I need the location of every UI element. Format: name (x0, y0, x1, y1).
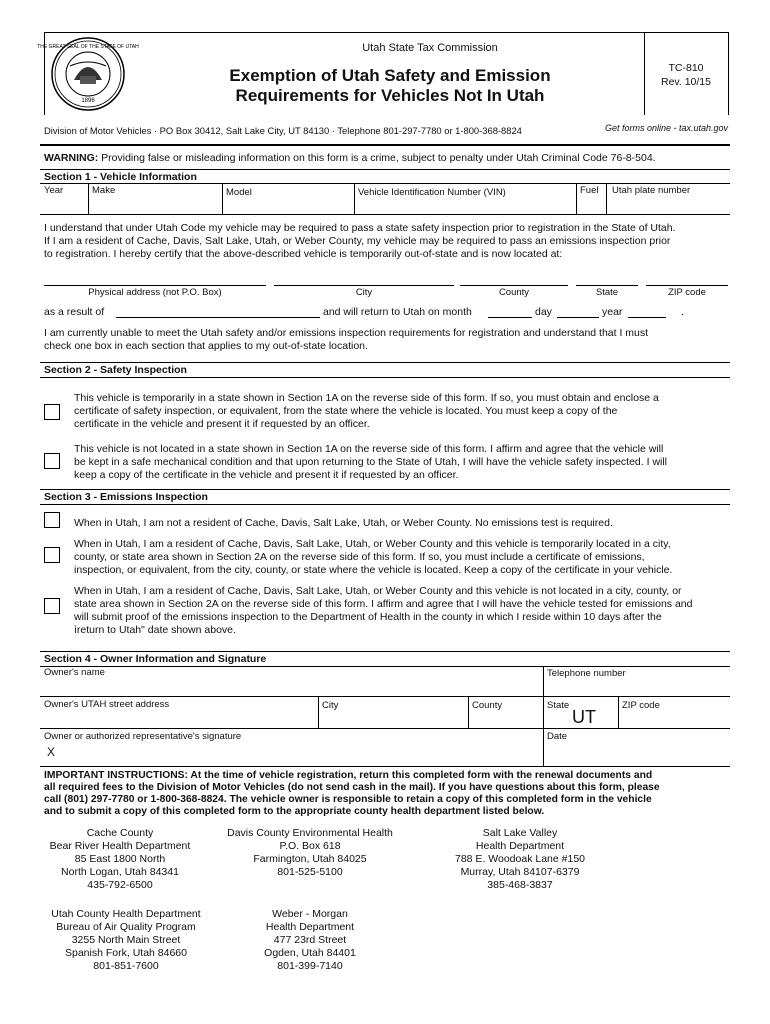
location-county-field[interactable]: County (498, 287, 530, 298)
owner-state-field[interactable]: State (547, 700, 570, 711)
instruction-line: call (801) 297-7780 or 1-800-368-8824. The vehicle owner is responsible to retain a copy of this completed form in the vehicle (44, 794, 652, 805)
address-line: Murray, Utah 84107-6379 (460, 866, 580, 878)
owner-city-field[interactable]: City (322, 700, 339, 711)
vehicle-make-field[interactable]: Make (92, 185, 116, 196)
safety-option1-text (74, 392, 734, 431)
option-line: certificate in the vehicle and present it if requested by an officer. (74, 418, 370, 430)
emissions-option3-text (74, 585, 734, 637)
owner-county-field[interactable]: County (472, 700, 503, 711)
owner-telephone-field[interactable]: Telephone number (547, 668, 626, 679)
return-end: . (681, 306, 684, 318)
emissions-option3-checkbox[interactable] (44, 598, 60, 614)
unable-line: check one box in each section that applies to my out-of-state location. (44, 340, 368, 352)
address-line: Health Department (475, 840, 565, 852)
form-revision: Rev. 10/15 (660, 76, 711, 88)
owner-name-field[interactable]: Owner's name (44, 667, 105, 678)
option-line: This vehicle is not located in a state shown in Section 1A on the reverse side of this form. I affirm and agree that the vehicle will (74, 443, 664, 455)
unable-statement (44, 327, 734, 353)
address-line: 477 23rd Street (273, 934, 347, 946)
warning-label: WARNING: (44, 152, 99, 164)
address-line: Bureau of Air Quality Program (56, 921, 196, 933)
option-line: This vehicle is temporarily in a state shown in Section 1A on the reverse side of this form. If so, you must obtain and enclose a (74, 392, 659, 404)
vehicle-year-field[interactable]: Year (44, 185, 64, 196)
address-line: Cache County (86, 827, 154, 839)
option-line: When in Utah, I am not a resident of Cache, Davis, Salt Lake, Utah, or Weber County. No emissions test is required. (74, 517, 613, 529)
address-line: 435-792-6500 (87, 879, 153, 891)
online-link[interactable]: Get forms online - tax.utah.gov (604, 123, 728, 133)
warning-body: Providing false or misleading information on this form is a crime, subject to penalty under Utah Criminal Code 76-8-504. (101, 152, 656, 164)
address-line: 788 E. Woodoak Lane #150 (455, 853, 585, 865)
location-state-field[interactable]: State (595, 287, 619, 298)
section4-title: Section 4 - Owner Information and Signature (44, 653, 267, 665)
owner-signature-field[interactable]: Owner or authorized representative's signature (44, 731, 242, 742)
owner-zip-field[interactable]: ZIP code (622, 700, 660, 711)
statement-line: I understand that under Utah Code my vehicle may be required to pass a state safety inspection prior to registration in the State of Utah. (44, 222, 676, 234)
address-line: Weber - Morgan (272, 908, 348, 920)
address-line: Farmington, Utah 84025 (253, 853, 367, 865)
address-cache-county (40, 827, 200, 892)
svg-text:THE GREAT SEAL OF THE STATE OF: THE GREAT SEAL OF THE STATE OF UTAH (37, 44, 139, 50)
address-line: Salt Lake Valley (482, 827, 558, 839)
section3-title: Section 3 - Emissions Inspection (44, 491, 208, 503)
emissions-option2-text (74, 538, 734, 577)
address-weber-morgan (210, 908, 410, 973)
vehicle-model-field[interactable]: Model (226, 187, 252, 198)
emissions-option2-checkbox[interactable] (44, 547, 60, 563)
safety-option2-checkbox[interactable] (44, 453, 60, 469)
option-line: When in Utah, I am a resident of Cache, Davis, Salt Lake, Utah, or Weber County and this vehicle is not located in a city, county, or (74, 585, 682, 597)
option-line: be kept in a safe mechanical condition and that upon returning to the State of Utah, I will have the vehicle safety inspected. I will (74, 456, 668, 468)
instruction-line: and to submit a copy of this completed form to the appropriate county health department listed below. (44, 806, 545, 817)
section1-title: Section 1 - Vehicle Information (44, 171, 197, 183)
signature-date-field[interactable]: Date (547, 731, 568, 742)
statement-line: to registration. I hereby certify that the above-described vehicle is temporarily out-of-state and is now located at: (44, 248, 563, 260)
important-instructions (44, 770, 734, 818)
address-line: 385-468-3837 (487, 879, 553, 891)
instruction-line: IMPORTANT INSTRUCTIONS: At the time of vehicle registration, return this completed form with the renewal documents and (44, 770, 653, 781)
year-label: year (602, 306, 623, 318)
location-city-field[interactable]: City (355, 287, 373, 298)
address-salt-lake (420, 827, 620, 892)
address-line: Bear River Health Department (49, 840, 191, 852)
address-line: Utah County Health Department (51, 908, 201, 920)
address-line: Ogden, Utah 84401 (264, 947, 356, 959)
option-line: When in Utah, I am a resident of Cache, Davis, Salt Lake, Utah, or Weber County and this vehicle is temporarily located in a city, (74, 538, 671, 550)
signature-x-mark: X (47, 745, 56, 759)
option-line: county, or state area shown in Section 2A on the reverse side of this form. If so, you must include a certificate of emissions, (74, 551, 645, 563)
emissions-option1-checkbox[interactable] (44, 512, 60, 528)
address-line: 801-399-7140 (277, 960, 343, 972)
vehicle-vin-field[interactable]: Vehicle Identification Number (VIN) (358, 187, 506, 198)
return-label: and will return to Utah on month (323, 306, 472, 318)
address-line: Health Department (265, 921, 355, 933)
statement-line: If I am a resident of Cache, Davis, Salt Lake, Utah, or Weber County, my vehicle may be required to pass an emissions inspection prior (44, 235, 671, 247)
section2-title: Section 2 - Safety Inspection (44, 364, 187, 376)
form-title-line2: Requirements for Vehicles Not In Utah (235, 86, 545, 105)
address-davis-county (210, 827, 410, 879)
seal-year: 1896 (81, 98, 95, 104)
address-line: 801-851-7600 (93, 960, 159, 972)
address-line: Davis County Environmental Health (227, 827, 393, 839)
form-title-line1: Exemption of Utah Safety and Emission (229, 66, 551, 85)
option-line: ìreturn to Utah" date shown above. (74, 624, 236, 636)
address-line: Spanish Fork, Utah 84660 (65, 947, 187, 959)
vehicle-fuel-field[interactable]: Fuel (580, 185, 599, 196)
owner-street-field[interactable]: Owner's UTAH street address (44, 699, 170, 710)
unable-line: I am currently unable to meet the Utah safety and/or emissions inspection requirements for registration and understand that I must (44, 327, 649, 339)
certification-statement (44, 222, 734, 261)
contact-line: Division of Motor Vehicles · PO Box 30412, Salt Lake City, UT 84130 · Telephone 801-297-7780 or 1-800-368-8824 (44, 125, 522, 136)
address-line: 801-525-5100 (277, 866, 343, 878)
address-line: 3255 North Main Street (71, 934, 181, 946)
vehicle-plate-field[interactable]: Utah plate number (612, 185, 691, 196)
safety-option1-checkbox[interactable] (44, 404, 60, 420)
warning-text (44, 152, 656, 164)
address-utah-county (40, 908, 212, 973)
option-line: state area shown in Section 2A on the reverse side of this form. I affirm and agree that I will have the vehicle tested for emissions and (74, 598, 693, 610)
safety-option2-text (74, 443, 734, 482)
option-line: inspection, or equivalent, from the city, county, or state where the vehicle is located. Keep a copy of the certificate in your vehicle. (74, 564, 673, 576)
location-zip-field[interactable]: ZIP code (668, 287, 706, 298)
day-label: day (535, 306, 552, 318)
agency-name: Utah State Tax Commission (362, 42, 498, 54)
address-line: 85 East 1800 North (74, 853, 166, 865)
address-line: P.O. Box 618 (279, 840, 341, 852)
option-line: will submit proof of the emissions inspection to the Department of Health in the county in which I reside within 10 days after the (74, 611, 662, 623)
result-label: as a result of (44, 306, 105, 318)
address-line: North Logan, Utah 84341 (61, 866, 179, 878)
option-line: certificate of safety inspection, or equivalent, from the state where the vehicle is located. You must keep a copy of the (74, 405, 618, 417)
owner-state-value: UT (572, 707, 596, 727)
instruction-line: all required fees to the Division of Motor Vehicles (do not send cash in the mail). If you have questions about this form, please (44, 782, 660, 793)
location-address-field[interactable]: Physical address (not P.O. Box) (88, 287, 222, 298)
option-line: keep a copy of the certificate in the vehicle and present it if requested by an officer. (74, 469, 459, 481)
form-number: TC-810 (668, 62, 704, 74)
emissions-option1-text (74, 517, 734, 530)
utah-state-seal (37, 36, 139, 112)
